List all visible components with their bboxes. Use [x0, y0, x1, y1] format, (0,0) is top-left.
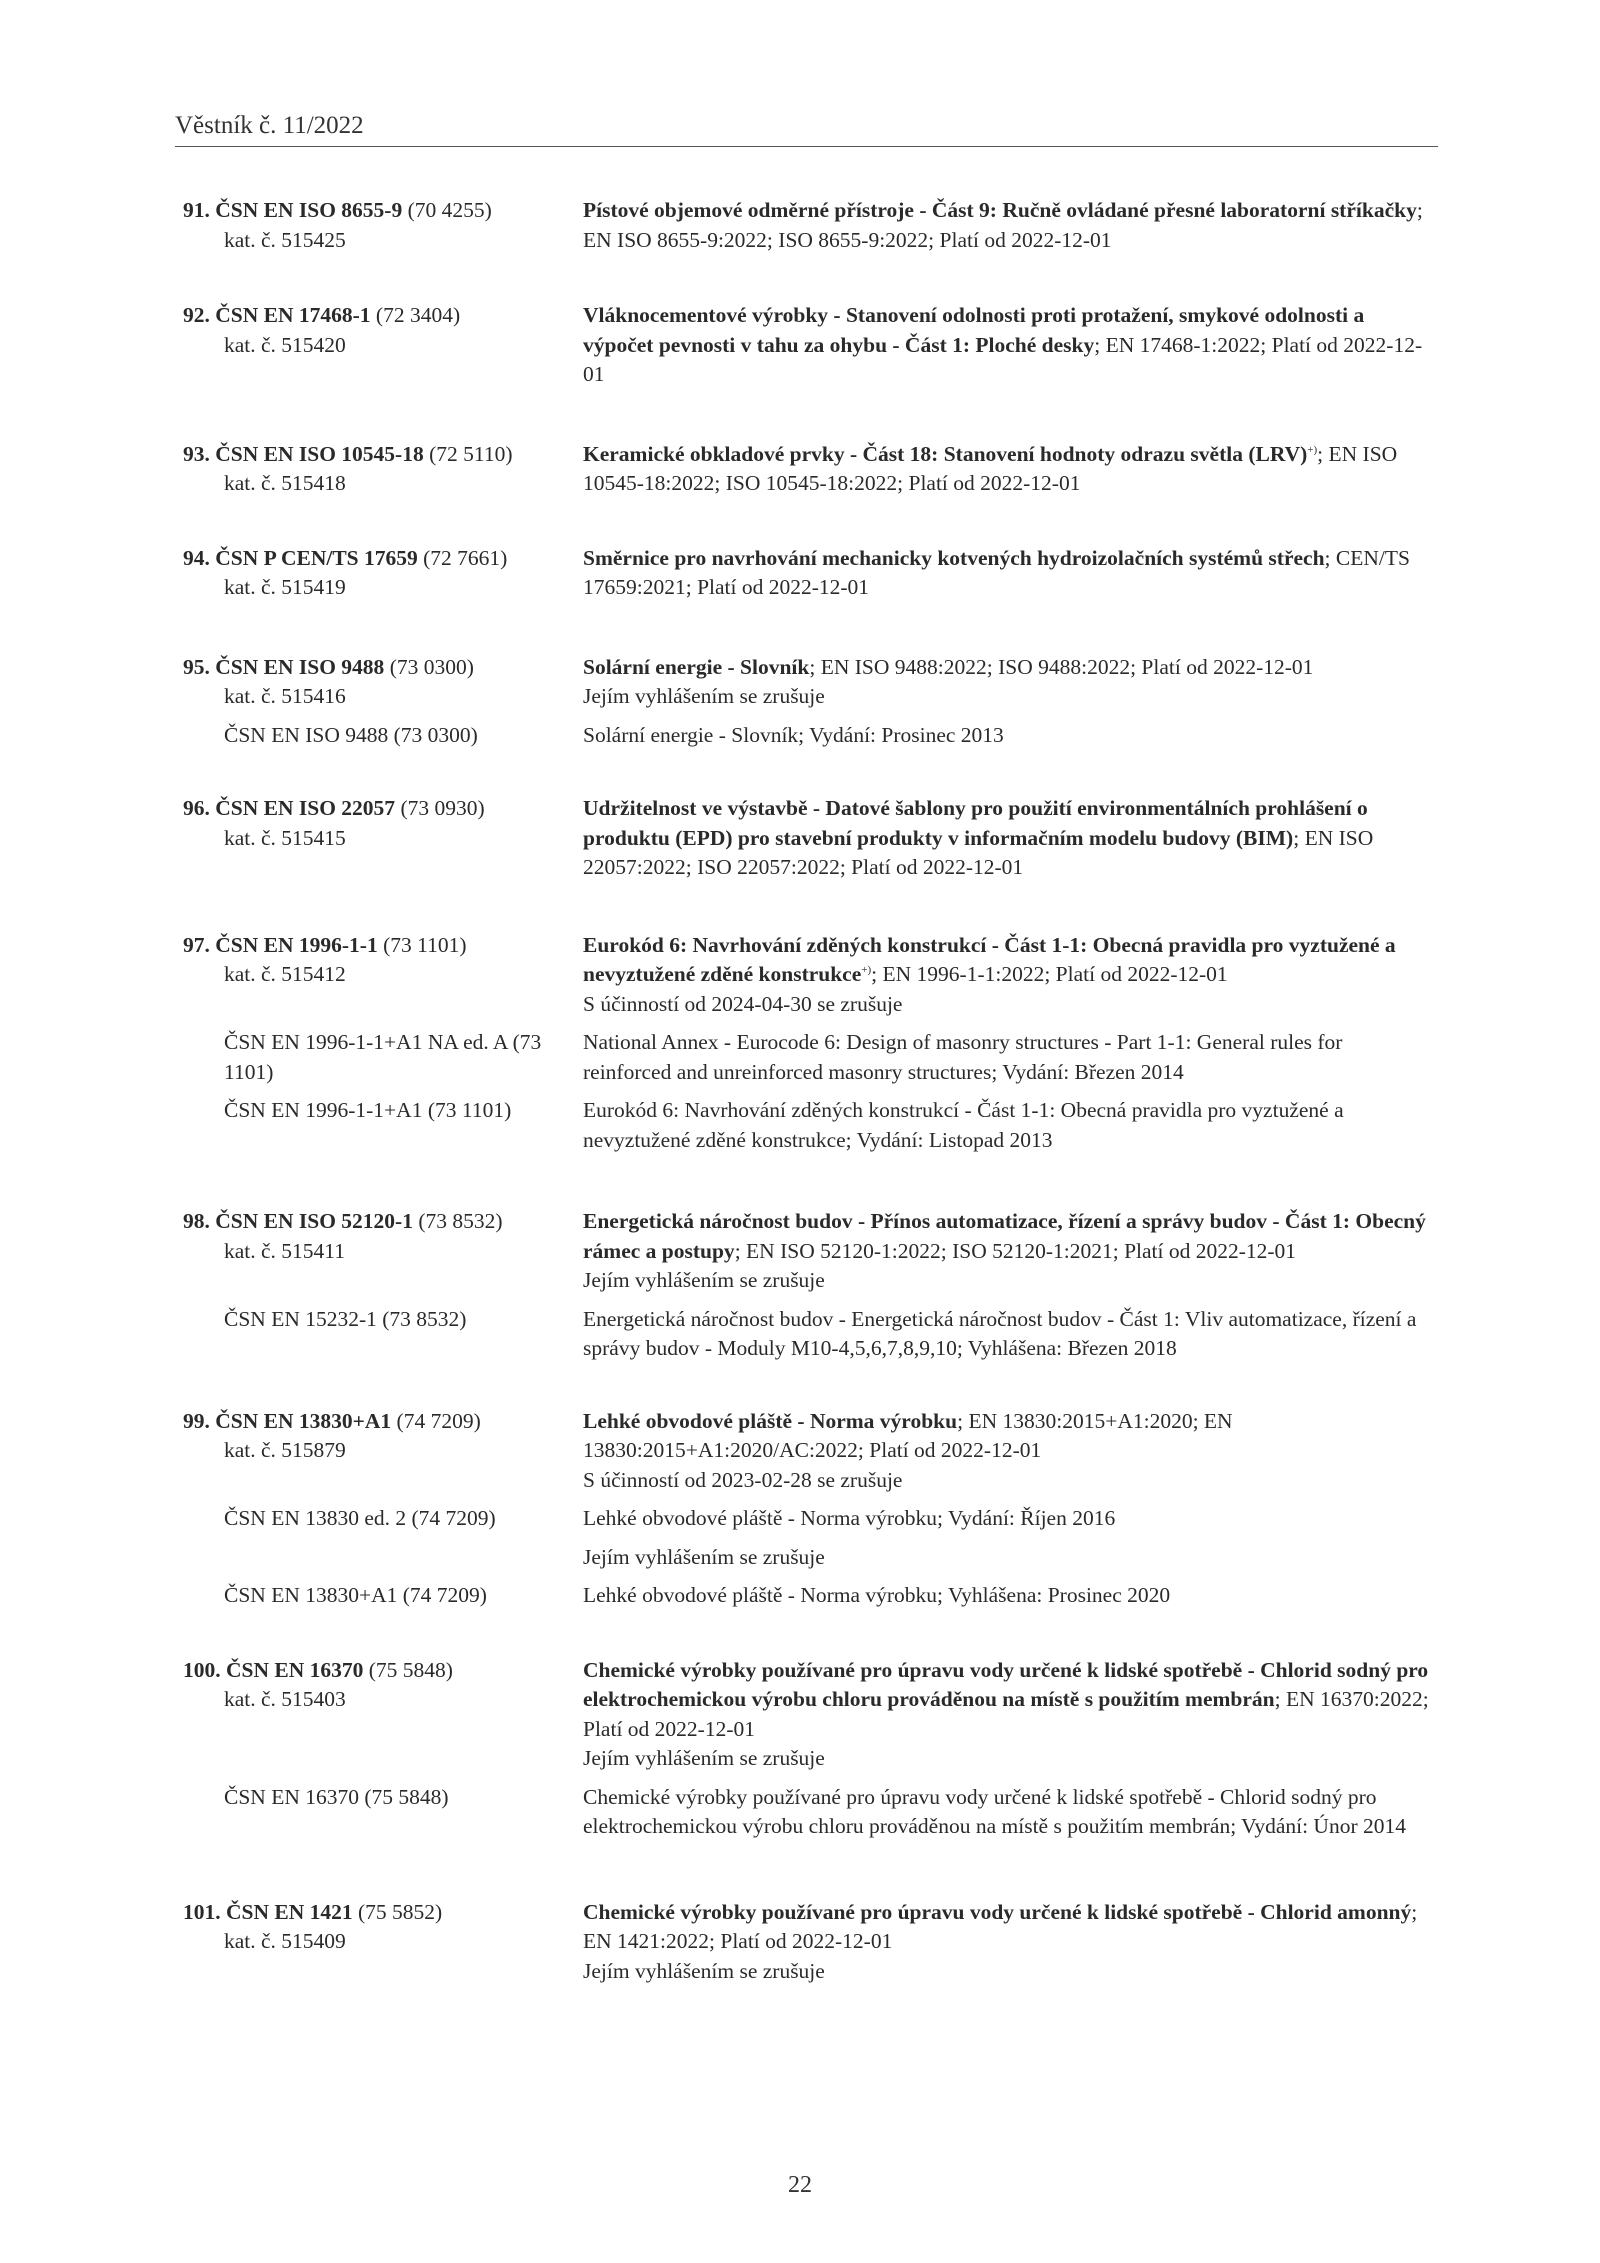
entry-identifier — [183, 1207, 583, 1296]
replaced-standard-description: Eurokód 6: Navrhování zděných konstrukcí - Část 1-1: Obecná pravidla pro vyztužené a nevyztužené zděné konstrukce; Vydání: Listopad 2013 — [583, 1098, 1344, 1152]
standard-entry — [183, 653, 1443, 751]
entry-number: 101. — [183, 1899, 226, 1924]
replaced-standard-code: ČSN EN 16370 (75 5848) — [224, 1784, 449, 1809]
catalog-number: kat. č. 515412 — [224, 962, 346, 986]
catalog-number: kat. č. 515403 — [224, 1687, 346, 1711]
classification-number: (73 8532) — [412, 1209, 503, 1233]
entry-main-row — [183, 653, 1443, 712]
replaced-standard-description: Jejím vyhlášením se zrušuje — [583, 1544, 825, 1569]
entry-identifier — [183, 1898, 583, 1987]
classification-number: (74 7209) — [391, 1408, 481, 1433]
standard-entry — [183, 1207, 1443, 1364]
entry-identifier — [183, 301, 583, 390]
standard-entry — [183, 931, 1443, 1156]
standard-code: ČSN P CEN/TS 17659 — [215, 545, 418, 570]
entry-number: 95. — [183, 654, 216, 679]
replaced-standard-code: ČSN EN 1996-1-1+A1 NA ed. A (73 1101) — [224, 1030, 542, 1084]
page-number: 22 — [788, 2172, 812, 2198]
standard-details: ; EN 1996-1-1:2022; Platí od 2022-12-01 — [871, 962, 1228, 986]
replaced-standard-row — [183, 1305, 1443, 1364]
standard-title: Pístové objemové odměrné přístroje - Část 9: Ručně ovládané přesné laboratorní stříkačky — [583, 198, 1417, 222]
entry-identifier — [183, 544, 583, 603]
standard-entry — [183, 1407, 1443, 1611]
standard-entry — [183, 1898, 1443, 1987]
entry-description — [583, 301, 1433, 390]
standard-details: ; CEN/TS 17659:2021; Platí od 2022-12-01 — [583, 545, 1410, 599]
entry-description — [583, 196, 1433, 255]
standard-code: ČSN EN ISO 8655-9 — [215, 198, 403, 222]
standard-details: ; EN ISO 52120-1:2022; ISO 52120-1:2021; Platí od 2022-12-01 — [734, 1238, 1297, 1263]
entry-number: 91. — [183, 198, 216, 222]
standard-details: ; EN ISO 8655-9:2022; ISO 8655-9:2022; Platí od 2022-12-01 — [583, 198, 1423, 252]
classification-number: (73 0930) — [395, 796, 485, 820]
entry-identifier — [183, 653, 583, 712]
entry-description — [583, 1898, 1433, 1987]
entry-number: 93. — [183, 441, 216, 466]
entry-identifier — [183, 1407, 583, 1496]
replaced-standard-code: ČSN EN 13830+A1 (74 7209) — [224, 1583, 487, 1607]
standard-title: Solární energie - Slovník — [583, 654, 810, 679]
entry-main-row — [183, 1207, 1443, 1296]
standard-entry — [183, 544, 1443, 603]
entry-description — [583, 653, 1433, 712]
entry-number: 94. — [183, 545, 216, 570]
entry-number: 99. — [183, 1408, 216, 1433]
cancellation-note: Jejím vyhlášením se zrušuje — [583, 1268, 825, 1292]
replaced-standard-description: Lehké obvodové pláště - Norma výrobku; Vyhlášena: Prosinec 2020 — [583, 1583, 1171, 1607]
entry-identifier — [183, 1656, 583, 1774]
standard-code: ČSN EN 16370 — [226, 1657, 364, 1682]
replaced-standard-row — [183, 1581, 1443, 1611]
catalog-number: kat. č. 515419 — [224, 575, 346, 599]
replaced-standard-row — [183, 1543, 1443, 1573]
classification-number: (73 0300) — [384, 654, 474, 679]
replaced-standard-code: ČSN EN ISO 9488 (73 0300) — [224, 722, 478, 747]
standard-entry — [183, 794, 1443, 883]
standard-code: ČSN EN 1421 — [226, 1899, 353, 1924]
replaced-standard-row — [183, 1096, 1443, 1155]
classification-number: (75 5848) — [363, 1657, 453, 1682]
standard-title: Energetická náročnost budov - Přínos automatizace, řízení a správy budov - Část 1: Obecný rámec a postupy — [583, 1209, 1426, 1263]
standard-details: ; EN ISO 9488:2022; ISO 9488:2022; Platí od 2022-12-01 — [809, 654, 1314, 679]
replaced-standard-description: Energetická náročnost budov - Energetická náročnost budov - Část 1: Vliv automatizace, řízení a správy budov - Moduly M10-4,5,6,7,8,9,10; Vyhlášena: Březen 2018 — [583, 1306, 1417, 1360]
standard-code: ČSN EN ISO 52120-1 — [215, 1209, 413, 1233]
standard-entry — [183, 301, 1443, 390]
entry-identifier — [183, 440, 583, 499]
footnote-mark: +) — [861, 963, 872, 976]
cancellation-note: Jejím vyhlášením se zrušuje — [583, 684, 825, 708]
journal-title: Věstník č. 11/2022 — [175, 112, 364, 139]
replaced-standard-code: ČSN EN 1996-1-1+A1 (73 1101) — [224, 1098, 512, 1122]
catalog-number: kat. č. 515420 — [224, 332, 346, 357]
entry-description — [583, 1656, 1433, 1774]
entry-identifier — [183, 794, 583, 883]
entry-description — [583, 931, 1433, 1020]
classification-number: (75 5852) — [352, 1899, 443, 1924]
classification-number: (72 3404) — [370, 303, 461, 327]
standard-details: ; EN ISO 22057:2022; ISO 22057:2022; Platí od 2022-12-01 — [583, 825, 1374, 879]
standards-list — [183, 196, 1443, 1986]
entry-main-row — [183, 931, 1443, 1020]
replaced-standard-description: Solární energie - Slovník; Vydání: Prosinec 2013 — [583, 722, 1004, 747]
standard-details: ; EN 16370:2022; Platí od 2022-12-01 — [583, 1687, 1429, 1741]
entry-main-row — [183, 1407, 1443, 1496]
cancellation-note: Jejím vyhlášením se zrušuje — [583, 1958, 825, 1983]
entry-number: 98. — [183, 1209, 216, 1233]
standard-entry — [183, 440, 1443, 499]
entry-main-row — [183, 544, 1443, 603]
entry-number: 97. — [183, 932, 216, 957]
replaced-standard-row — [183, 1783, 1443, 1842]
replaced-standard-row — [183, 721, 1443, 751]
catalog-number: kat. č. 515409 — [224, 1929, 346, 1953]
catalog-number: kat. č. 515425 — [224, 227, 346, 252]
standard-details: ; EN 1421:2022; Platí od 2022-12-01 — [583, 1899, 1418, 1953]
standard-title: Směrnice pro navrhování mechanicky kotvených hydroizolačních systémů střech — [583, 545, 1325, 570]
entry-description — [583, 794, 1433, 883]
entry-main-row — [183, 440, 1443, 499]
classification-number: (72 5110) — [423, 441, 513, 466]
standard-details: ; EN 17468-1:2022; Platí od 2022-12-01 — [583, 332, 1423, 386]
catalog-number: kat. č. 515411 — [224, 1238, 346, 1263]
replaced-standard-row — [183, 1504, 1443, 1534]
catalog-number: kat. č. 515418 — [224, 471, 346, 495]
entry-main-row — [183, 196, 1443, 255]
standard-code: ČSN EN ISO 9488 — [215, 654, 385, 679]
classification-number: (72 7661) — [417, 545, 508, 570]
cancellation-note: S účinností od 2023-02-28 se zrušuje — [583, 1467, 903, 1492]
entry-description — [583, 1207, 1433, 1296]
page-header — [175, 112, 1438, 147]
standard-entry — [183, 196, 1443, 255]
standard-title: Chemické výrobky používané pro úpravu vody určené k lidské spotřebě - Chlorid amonný — [583, 1899, 1412, 1924]
entry-number: 92. — [183, 303, 216, 327]
entry-identifier — [183, 931, 583, 1020]
standard-entry — [183, 1656, 1443, 1842]
standard-title: Chemické výrobky používané pro úpravu vody určené k lidské spotřebě - Chlorid sodný pro elektrochemickou výrobu chloru prováděnou na místě s použitím membrán — [583, 1657, 1429, 1711]
entry-main-row — [183, 301, 1443, 390]
cancellation-note: Jejím vyhlášením se zrušuje — [583, 1746, 825, 1770]
entry-description — [583, 1407, 1433, 1496]
entry-identifier — [183, 196, 583, 255]
standard-code: ČSN EN 1996-1-1 — [215, 932, 378, 957]
replaced-standard-code — [183, 1543, 583, 1573]
catalog-number: kat. č. 515416 — [224, 684, 346, 708]
standard-code: ČSN EN ISO 10545-18 — [215, 441, 424, 466]
entry-description — [583, 440, 1433, 499]
entry-description — [583, 544, 1433, 603]
footnote-mark: +) — [1307, 443, 1318, 456]
entry-main-row — [183, 794, 1443, 883]
standard-code: ČSN EN 13830+A1 — [215, 1408, 392, 1433]
replaced-standard-row — [183, 1028, 1443, 1087]
replaced-standard-code: ČSN EN 15232-1 (73 8532) — [224, 1306, 467, 1331]
entry-number: 100. — [183, 1657, 226, 1682]
classification-number: (73 1101) — [377, 932, 467, 957]
classification-number: (70 4255) — [402, 198, 492, 222]
standard-details: ; EN ISO 10545-18:2022; ISO 10545-18:2022; Platí od 2022-12-01 — [583, 441, 1398, 495]
standard-details: ; EN 13830:2015+A1:2020; EN 13830:2015+A1:2020/AC:2022; Platí od 2022-12-01 — [583, 1408, 1233, 1462]
entry-main-row — [183, 1898, 1443, 1987]
entry-main-row — [183, 1656, 1443, 1774]
standard-title: Keramické obkladové prvky - Část 18: Stanovení hodnoty odrazu světla (LRV) — [583, 441, 1308, 466]
catalog-number: kat. č. 515415 — [224, 825, 346, 850]
standard-title: Udržitelnost ve výstavbě - Datové šablony pro použití environmentálních prohlášení o produktu (EPD) pro stavební produkty v informačním modelu budovy (BIM) — [583, 796, 1368, 850]
replaced-standard-description: National Annex - Eurocode 6: Design of masonry structures - Part 1-1: General rules for reinforced and unreinforced masonry structures; Vydání: Březen 2014 — [583, 1030, 1343, 1084]
standard-title: Lehké obvodové pláště - Norma výrobku — [583, 1408, 958, 1433]
standard-title: Eurokód 6: Navrhování zděných konstrukcí - Část 1-1: Obecná pravidla pro vyztužené a nevyztužené zděné konstrukce — [583, 932, 1396, 986]
standard-code: ČSN EN ISO 22057 — [215, 796, 396, 820]
cancellation-note: S účinností od 2024-04-30 se zrušuje — [583, 991, 903, 1016]
replaced-standard-code: ČSN EN 13830 ed. 2 (74 7209) — [224, 1506, 496, 1530]
standard-code: ČSN EN 17468-1 — [215, 303, 371, 327]
entry-number: 96. — [183, 796, 216, 820]
catalog-number: kat. č. 515879 — [224, 1438, 346, 1462]
replaced-standard-description: Lehké obvodové pláště - Norma výrobku; Vydání: Říjen 2016 — [583, 1506, 1116, 1530]
replaced-standard-description: Chemické výrobky používané pro úpravu vody určené k lidské spotřebě - Chlorid sodný pro elektrochemickou výrobu chloru prováděnou na místě s použitím membrán; Vydání: Únor 2014 — [583, 1784, 1406, 1838]
standard-title: Vláknocementové výrobky - Stanovení odolnosti proti protažení, smykové odolnosti a výpočet pevnosti v tahu za ohybu - Část 1: Ploché desky — [583, 303, 1365, 357]
